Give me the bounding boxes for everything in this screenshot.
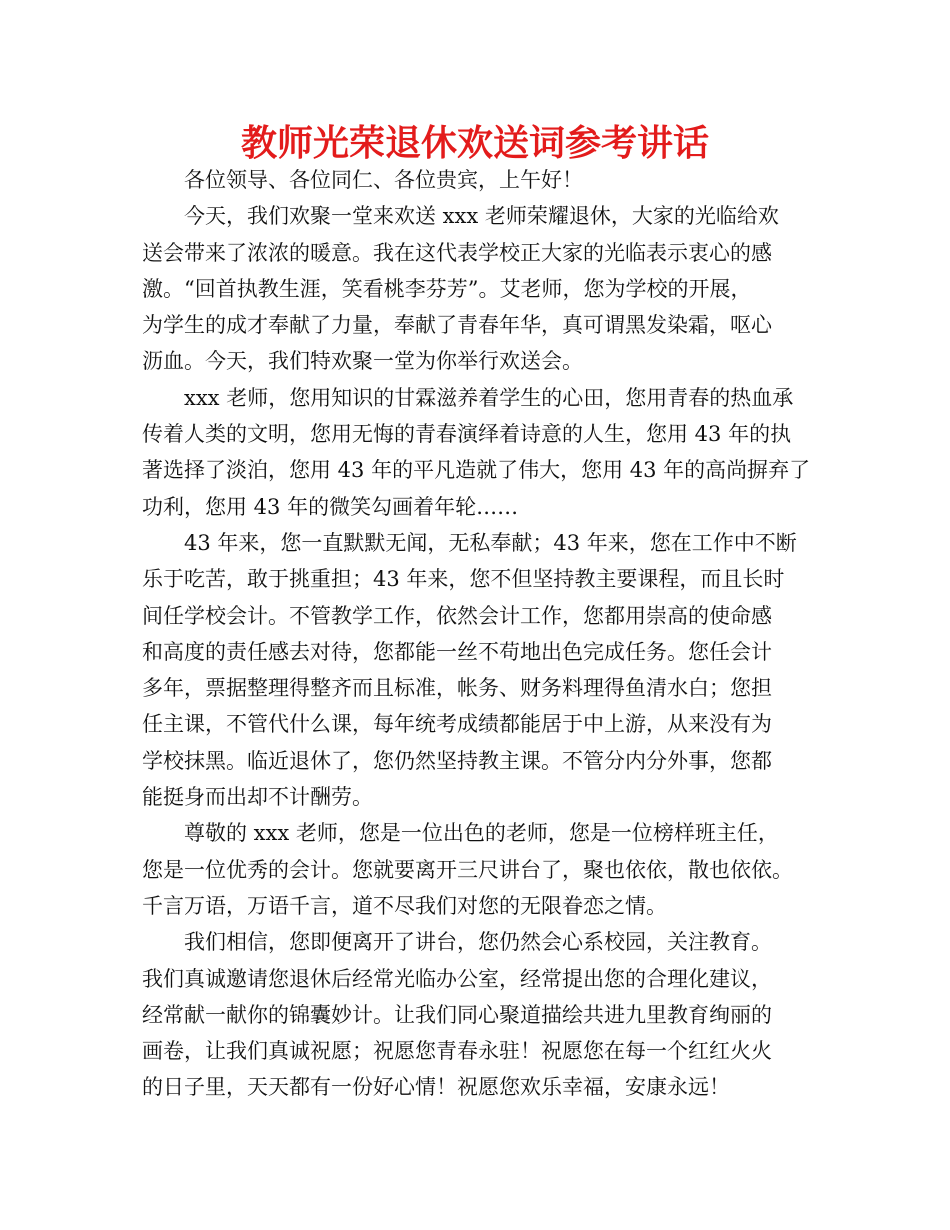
text-line: 各位领导、各位同仁、各位贵宾，上午好！ (184, 168, 583, 192)
text-line: 今天，我们欢聚一堂来欢送 xxx 老师荣耀退休，大家的光临给欢 (184, 204, 779, 229)
text-line: 激。“回首执教生涯，笑看桃李芬芳”。艾老师，您为学校的开展， (142, 276, 752, 301)
text-line: 和高度的责任感去对待，您都能一丝不苟地出色完成任务。您任会计 (142, 639, 772, 664)
text-line: 能挺身而出却不计酬劳。 (142, 785, 373, 810)
text-line: 任主课，不管代什么课，每年统考成绩都能居于中上游，从来没有为 (142, 712, 772, 737)
text-line: 著选择了淡泊，您用 43 年的平凡造就了伟大，您用 43 年的高尚摒弃了 (142, 458, 811, 483)
text-line: 我们真诚邀请您退休后经常光临办公室，经常提出您的合理化建议， (142, 966, 772, 991)
text-line: 功利，您用 43 年的微笑勾画着年轮…… (142, 494, 519, 519)
text-line: 尊敬的 xxx 老师，您是一位出色的老师，您是一位榜样班主任， (184, 821, 779, 846)
text-line: 为学生的成才奉献了力量，奉献了青春年华，真可谓黑发染霜，呕心 (142, 313, 772, 338)
text-line: 沥血。今天，我们特欢聚一堂为你举行欢送会。 (142, 349, 583, 374)
text-line: 千言万语，万语千言，道不尽我们对您的无限眷恋之情。 (142, 893, 667, 918)
text-line: 传着人类的文明，您用无悔的青春演绎着诗意的人生，您用 43 年的执 (142, 422, 792, 447)
text-line: 乐于吃苦，敢于挑重担；43 年来，您不但坚持教主要课程，而且长时 (142, 567, 785, 592)
text-line: 的日子里，天天都有一份好心情！祝愿您欢乐幸福，安康永远！ (142, 1075, 730, 1100)
document-title: 教师光荣退休欢送词参考讲话 (240, 123, 709, 164)
text-line: 经常献一献你的锦囊妙计。让我们同心聚道描绘共进九里教育绚丽的 (142, 1002, 772, 1027)
text-line: 学校抹黑。临近退休了，您仍然坚持教主课。不管分内分外事，您都 (142, 748, 772, 773)
text-line: 多年，票据整理得整齐而且标准，帐务、财务料理得鱼清水白；您担 (142, 676, 772, 701)
text-line: 您是一位优秀的会计。您就要离开三尺讲台了，聚也依依，散也依依。 (142, 857, 793, 882)
text-line: 送会带来了浓浓的暖意。我在这代表学校正大家的光临表示衷心的感 (142, 240, 772, 265)
text-line: 43 年来，您一直默默无闻，无私奉献；43 年来，您在工作中不断 (184, 530, 797, 555)
document-body (142, 162, 822, 1106)
text-line: 画卷，让我们真诚祝愿；祝愿您青春永驻！祝愿您在每一个红红火火 (142, 1039, 772, 1064)
text-line: 间任学校会计。不管教学工作，依然会计工作，您都用崇高的使命感 (142, 603, 772, 628)
text-line: xxx 老师，您用知识的甘霖滋养着学生的心田，您用青春的热血承 (184, 385, 794, 410)
text-line: 我们相信，您即便离开了讲台，您仍然会心系校园，关注教育。 (184, 930, 772, 955)
